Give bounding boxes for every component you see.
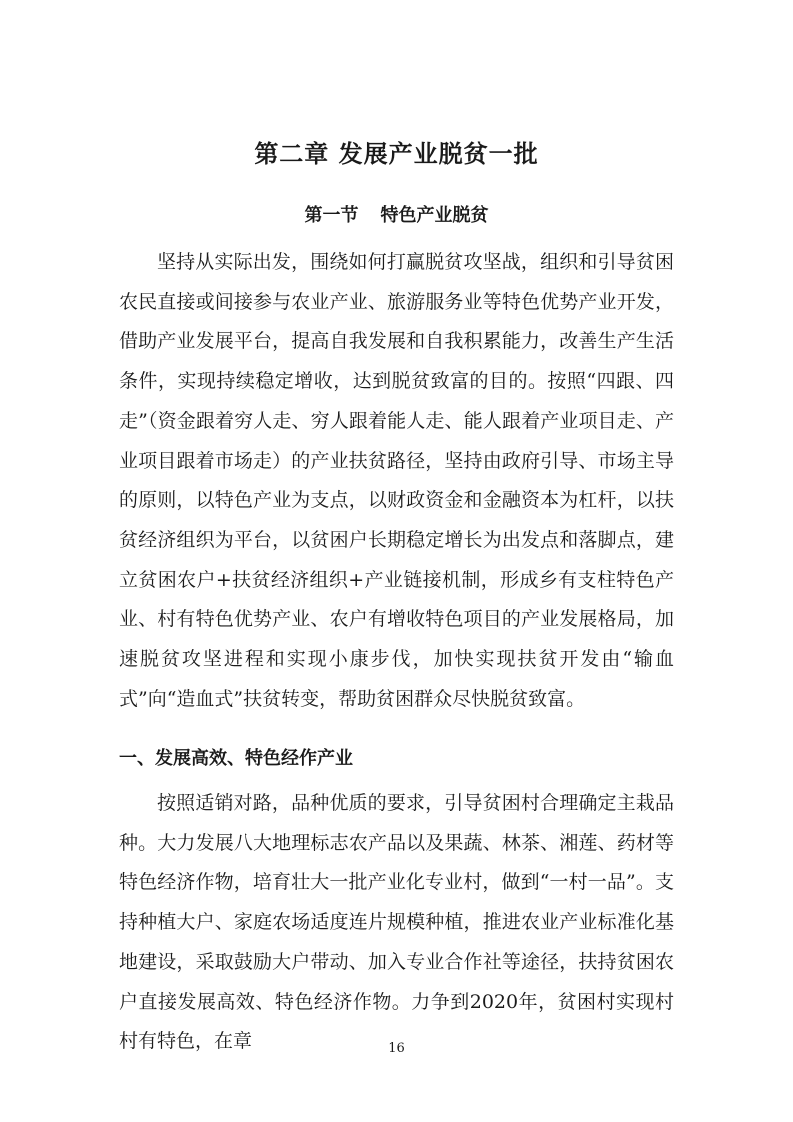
body-paragraph: 坚持从实际出发，围绕如何打赢脱贫攻坚战，组织和引导贫困农民直接或间接参与农业产业、旅游服务业等特色优势产业开发，借助产业发展平台，提高自我发展和自我积累能力，改善生产生活条件，实现持续稳定增收，达到脱贫致富的目的。按照“四跟、四走”（资金跟着穷人走、穷人跟着能人走、能人跟着产业项目走、产业项目跟着市场走）的产业扶贫路径，坚持由政府引导、市场主导的原则，以特色产业为支点，以财政资金和金融资本为杠杆，以扶贫经济组织为平台，以贫困户长期稳定增长为出发点和落脚点，建立贫困农户+扶贫经济组织+产业链接机制，形成乡有支柱特色产业、村有特色优势产业、农户有增收特色项目的产业发展格局，加速脱贫攻坚进程和实现小康步伐，加快实现扶贫开发由“输血式”向“造血式”扶贫转变，帮助贫困群众尽快脱贫致富。 (119, 251, 674, 710)
subheading: 一、发展高效、特色经作产业 (119, 748, 353, 769)
chapter-title: 第二章 发展产业脱贫一批 (254, 140, 539, 168)
section-number: 第一节 (304, 205, 359, 226)
section-title (0, 201, 793, 227)
page-number: 16 (388, 1041, 405, 1056)
body-paragraph: 按照适销对路，品种优质的要求，引导贫困村合理确定主栽品种。大力发展八大地理标志农产品以及果蔬、林茶、湘莲、药材等特色经济作物，培育壮大一批产业化专业村，做到“一村一品”。支持种植大户、家庭农场适度连片规模种植，推进农业产业标准化基地建设，采取鼓励大户带动、加入专业合作社等途径，扶持贫困农户直接发展高效、特色经济作物。力争到2020年，贫困村实现村村有特色，在章 (119, 792, 674, 1053)
section-name: 特色产业脱贫 (380, 205, 489, 226)
